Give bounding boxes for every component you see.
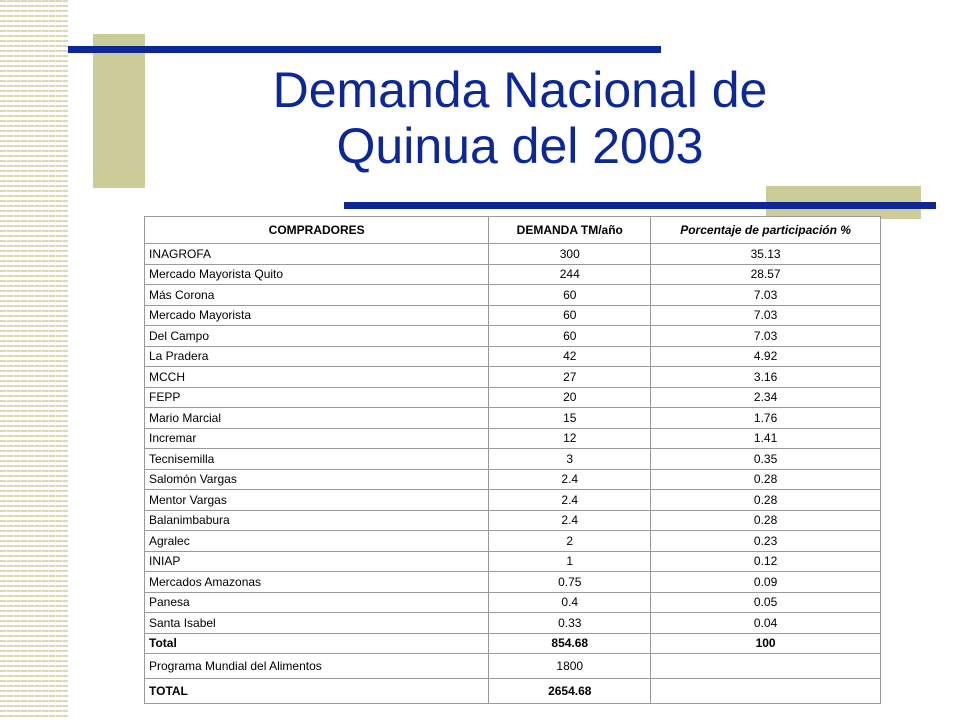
cell-demand: 3: [489, 449, 651, 470]
cell-demand: 1800: [489, 654, 651, 679]
table-row: [145, 613, 881, 634]
header-demand: DEMANDA TM/año: [489, 217, 651, 244]
cell-percentage: 0.23: [651, 531, 881, 552]
cell-buyer: Balanimbabura: [145, 510, 489, 531]
table-row: [145, 387, 881, 408]
table-row: [145, 633, 881, 654]
cell-demand: 60: [489, 305, 651, 326]
striped-sidebar-overlay: [0, 0, 68, 720]
cell-buyer: Programa Mundial del Alimentos: [145, 654, 489, 679]
cell-buyer: Mentor Vargas: [145, 490, 489, 511]
table-row: [145, 654, 881, 679]
cell-percentage: 2.34: [651, 387, 881, 408]
cell-demand: 60: [489, 326, 651, 347]
cell-buyer: INIAP: [145, 551, 489, 572]
table-row: [145, 367, 881, 388]
cell-percentage: 4.92: [651, 346, 881, 367]
cell-buyer: INAGROFA: [145, 244, 489, 265]
cell-percentage: 1.41: [651, 428, 881, 449]
cell-demand: 2.4: [489, 469, 651, 490]
cell-buyer: Más Corona: [145, 285, 489, 306]
cell-percentage: 0.09: [651, 572, 881, 593]
cell-percentage: 35.13: [651, 244, 881, 265]
decor-bar-right: [344, 202, 936, 209]
cell-demand: 244: [489, 264, 651, 285]
table-row: [145, 572, 881, 593]
cell-buyer: MCCH: [145, 367, 489, 388]
cell-demand: 2654.68: [489, 679, 651, 704]
cell-buyer: Mercados Amazonas: [145, 572, 489, 593]
table-row: [145, 408, 881, 429]
cell-percentage: 3.16: [651, 367, 881, 388]
table-row: [145, 264, 881, 285]
cell-percentage: 7.03: [651, 326, 881, 347]
cell-buyer: La Pradera: [145, 346, 489, 367]
table-row: [145, 531, 881, 552]
header-percentage: Porcentaje de participación %: [651, 217, 881, 244]
cell-buyer: Del Campo: [145, 326, 489, 347]
cell-buyer: Incremar: [145, 428, 489, 449]
cell-buyer: Panesa: [145, 592, 489, 613]
table-row: [145, 592, 881, 613]
demand-table: [144, 216, 881, 704]
slide-title-line-1: Demanda Nacional de: [272, 62, 768, 118]
cell-percentage: 7.03: [651, 285, 881, 306]
cell-demand: 1: [489, 551, 651, 572]
cell-demand: 60: [489, 285, 651, 306]
table-row: [145, 490, 881, 511]
cell-demand: 27: [489, 367, 651, 388]
table-row: [145, 244, 881, 265]
cell-demand: 0.33: [489, 613, 651, 634]
decor-bar-top: [68, 46, 661, 53]
cell-buyer: Tecnisemilla: [145, 449, 489, 470]
cell-percentage: 0.05: [651, 592, 881, 613]
table-row: [145, 428, 881, 449]
cell-demand: 42: [489, 346, 651, 367]
cell-demand: 2.4: [489, 490, 651, 511]
slide-title: [150, 62, 890, 174]
cell-buyer: Salomón Vargas: [145, 469, 489, 490]
cell-demand: 2: [489, 531, 651, 552]
cell-demand: 15: [489, 408, 651, 429]
table-header-row: [145, 217, 881, 244]
cell-buyer: Mercado Mayorista: [145, 305, 489, 326]
cell-percentage: 0.28: [651, 469, 881, 490]
cell-percentage: 0.04: [651, 613, 881, 634]
cell-buyer: FEPP: [145, 387, 489, 408]
table-row: [145, 285, 881, 306]
cell-demand: 12: [489, 428, 651, 449]
slide-title-line-2: Quinua del 2003: [336, 118, 704, 174]
header-buyers: COMPRADORES: [145, 217, 489, 244]
cell-percentage: 100: [651, 633, 881, 654]
table-row: [145, 305, 881, 326]
cell-percentage: [651, 654, 881, 679]
cell-percentage: 0.28: [651, 490, 881, 511]
table-body: [145, 244, 881, 704]
decor-block-left: [93, 34, 145, 188]
table-row: [145, 449, 881, 470]
cell-buyer: Mario Marcial: [145, 408, 489, 429]
cell-demand: 20: [489, 387, 651, 408]
cell-buyer: Mercado Mayorista Quito: [145, 264, 489, 285]
cell-buyer: Agralec: [145, 531, 489, 552]
cell-percentage: [651, 679, 881, 704]
table-row: [145, 510, 881, 531]
table-row: [145, 551, 881, 572]
cell-percentage: 0.28: [651, 510, 881, 531]
cell-demand: 2.4: [489, 510, 651, 531]
table-row: [145, 326, 881, 347]
cell-buyer: Santa Isabel: [145, 613, 489, 634]
cell-percentage: 0.35: [651, 449, 881, 470]
cell-percentage: 1.76: [651, 408, 881, 429]
cell-percentage: 7.03: [651, 305, 881, 326]
cell-demand: 0.4: [489, 592, 651, 613]
cell-demand: 854.68: [489, 633, 651, 654]
cell-demand: 0.75: [489, 572, 651, 593]
cell-buyer: Total: [145, 633, 489, 654]
cell-demand: 300: [489, 244, 651, 265]
cell-percentage: 28.57: [651, 264, 881, 285]
cell-percentage: 0.12: [651, 551, 881, 572]
table-row: [145, 679, 881, 704]
cell-buyer: TOTAL: [145, 679, 489, 704]
table-row: [145, 469, 881, 490]
table-row: [145, 346, 881, 367]
